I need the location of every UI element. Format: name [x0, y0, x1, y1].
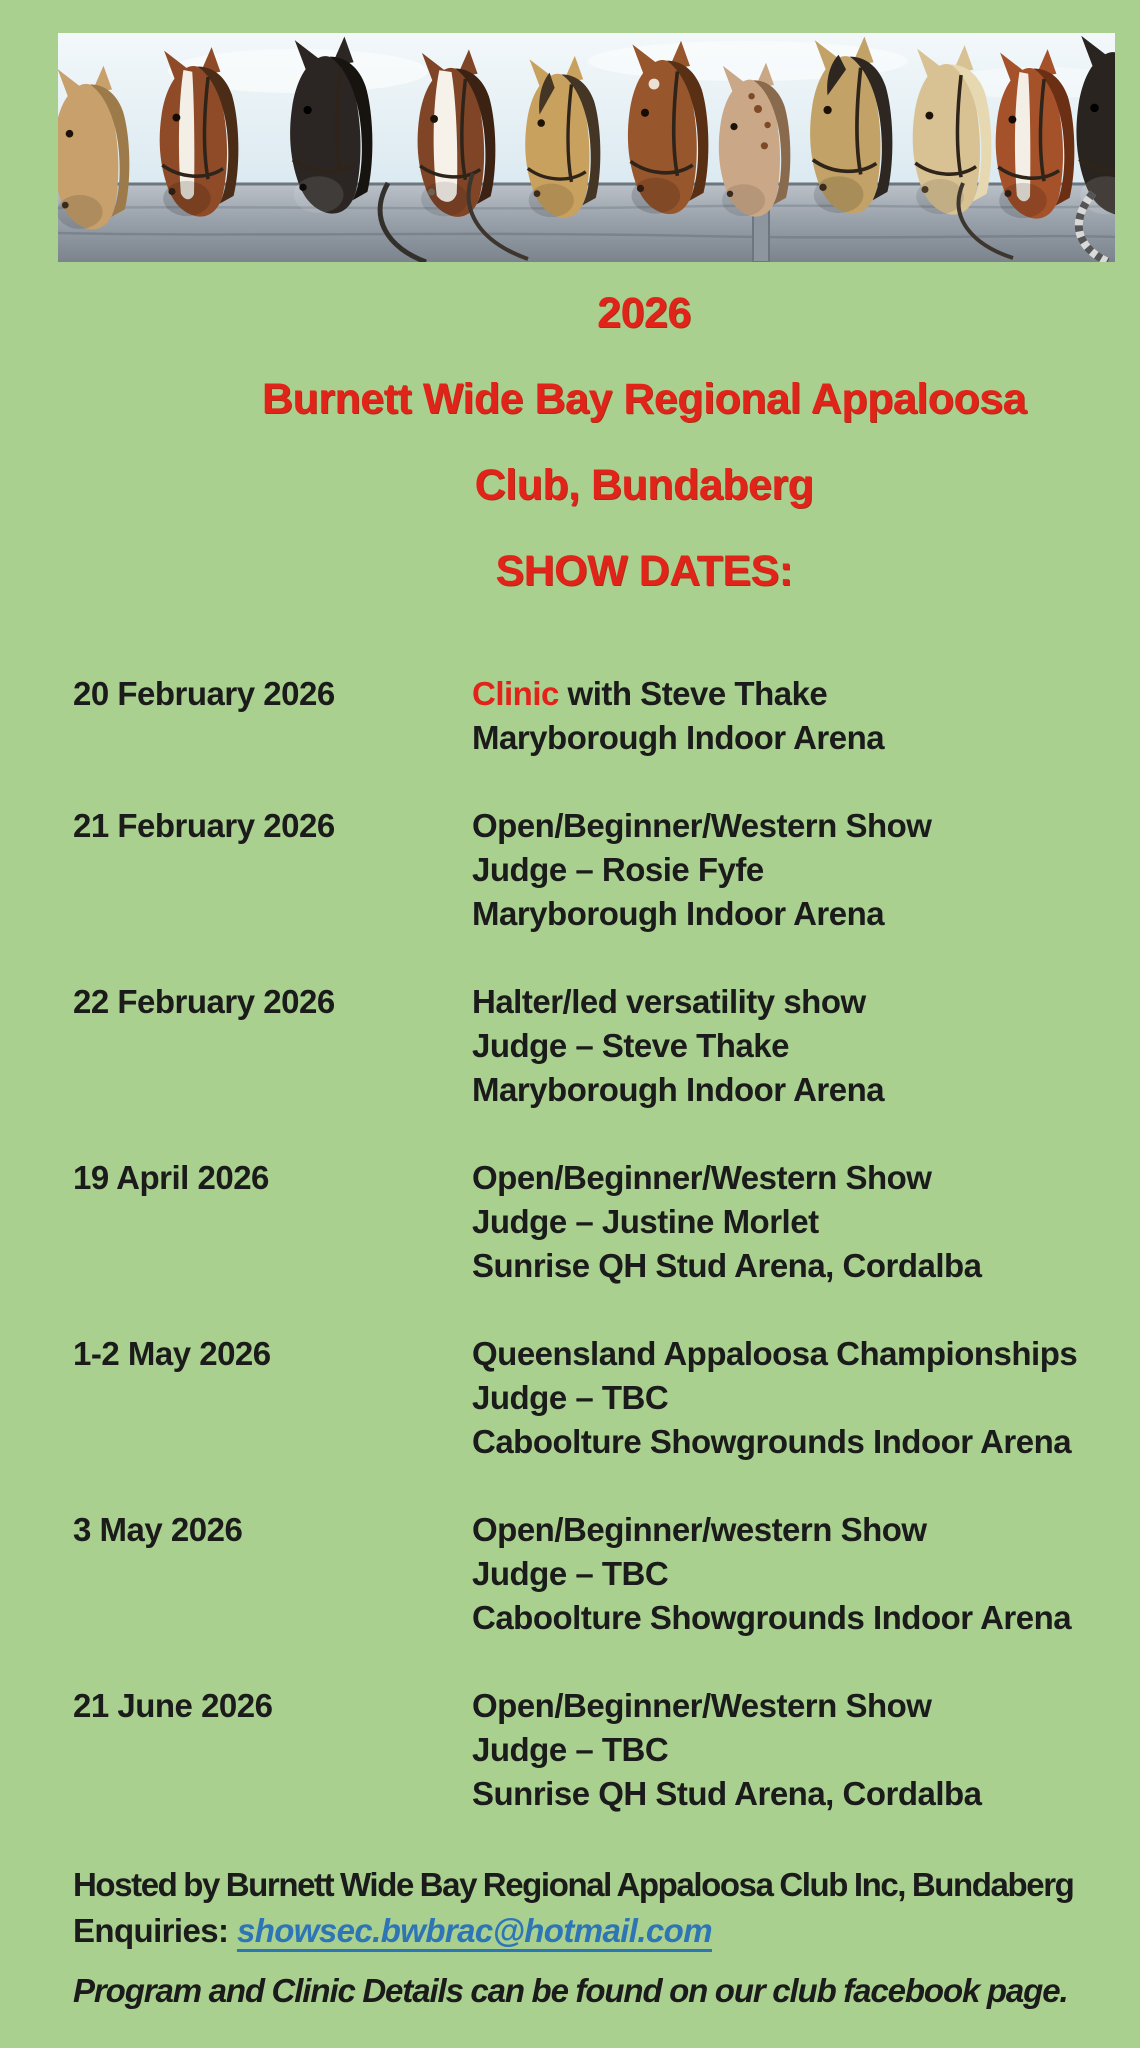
event-date: 21 June 2026 [73, 1687, 273, 1724]
event-date: 1-2 May 2026 [73, 1335, 271, 1372]
event-line [472, 672, 1103, 716]
event-judge: Judge – TBC [472, 1379, 669, 1416]
event-venue: Maryborough Indoor Arena [472, 719, 885, 756]
event-venue: Caboolture Showgrounds Indoor Arena [472, 1423, 1072, 1460]
event-title: Halter/led versatility show [472, 983, 866, 1020]
event-judge: Judge – TBC [472, 1555, 669, 1592]
club-title-line1: Burnett Wide Bay Regional Appaloosa [261, 375, 1027, 423]
footer [73, 1862, 1123, 2014]
event-row [73, 1508, 1103, 1640]
event-venue: Sunrise QH Stud Arena, Cordalba [472, 1775, 982, 1812]
event-details [472, 1156, 1103, 1288]
club-title-line2: Club, Bundaberg [474, 461, 814, 509]
year-heading: 2026 [597, 289, 691, 337]
event-venue: Maryborough Indoor Arena [472, 895, 885, 932]
event-date: 3 May 2026 [73, 1511, 243, 1548]
title-block [0, 270, 1140, 614]
event-details [472, 804, 1103, 936]
event-row [73, 980, 1103, 1112]
event-date: 19 April 2026 [73, 1159, 269, 1196]
event-date: 21 February 2026 [73, 807, 335, 844]
event-details [472, 1508, 1103, 1640]
event-title: Open/Beginner/Western Show [472, 1687, 932, 1724]
email-link[interactable]: showsec.bwbrac@hotmail.com [236, 1912, 712, 1949]
enquiries-line [73, 1908, 1123, 1954]
event-judge: Judge – TBC [472, 1731, 669, 1768]
event-details [472, 1684, 1103, 1816]
event-title: Open/Beginner/Western Show [472, 1159, 932, 1196]
event-title: Open/Beginner/Western Show [472, 807, 932, 844]
event-row [73, 672, 1103, 760]
event-date: 20 February 2026 [73, 675, 335, 712]
event-highlight: Clinic [472, 675, 559, 712]
horse-banner-image [58, 33, 1115, 262]
event-venue: Sunrise QH Stud Arena, Cordalba [472, 1247, 982, 1284]
event-row [73, 1684, 1103, 1816]
event-date: 22 February 2026 [73, 983, 335, 1020]
event-title: Queensland Appaloosa Championships [472, 1335, 1078, 1372]
enquiries-label: Enquiries: [73, 1912, 237, 1949]
program-note: Program and Clinic Details can be found on our club facebook page. [73, 1972, 1068, 2009]
event-details [472, 1332, 1103, 1464]
show-dates-heading: SHOW DATES: [495, 547, 793, 595]
event-title: with Steve Thake [558, 675, 828, 712]
event-judge: Judge – Steve Thake [472, 1027, 789, 1064]
event-details [472, 980, 1103, 1112]
event-venue: Maryborough Indoor Arena [472, 1071, 885, 1108]
event-row [73, 1332, 1103, 1464]
hosted-by-line: Hosted by Burnett Wide Bay Regional Appaloosa Club Inc, Bundaberg [73, 1866, 1074, 1903]
event-row [73, 1156, 1103, 1288]
show-dates-list [73, 672, 1103, 1816]
event-title: Open/Beginner/western Show [472, 1511, 927, 1548]
event-judge: Judge – Justine Morlet [472, 1203, 819, 1240]
event-row [73, 804, 1103, 936]
event-venue: Caboolture Showgrounds Indoor Arena [472, 1599, 1072, 1636]
event-judge: Judge – Rosie Fyfe [472, 851, 764, 888]
event-details [472, 672, 1103, 760]
